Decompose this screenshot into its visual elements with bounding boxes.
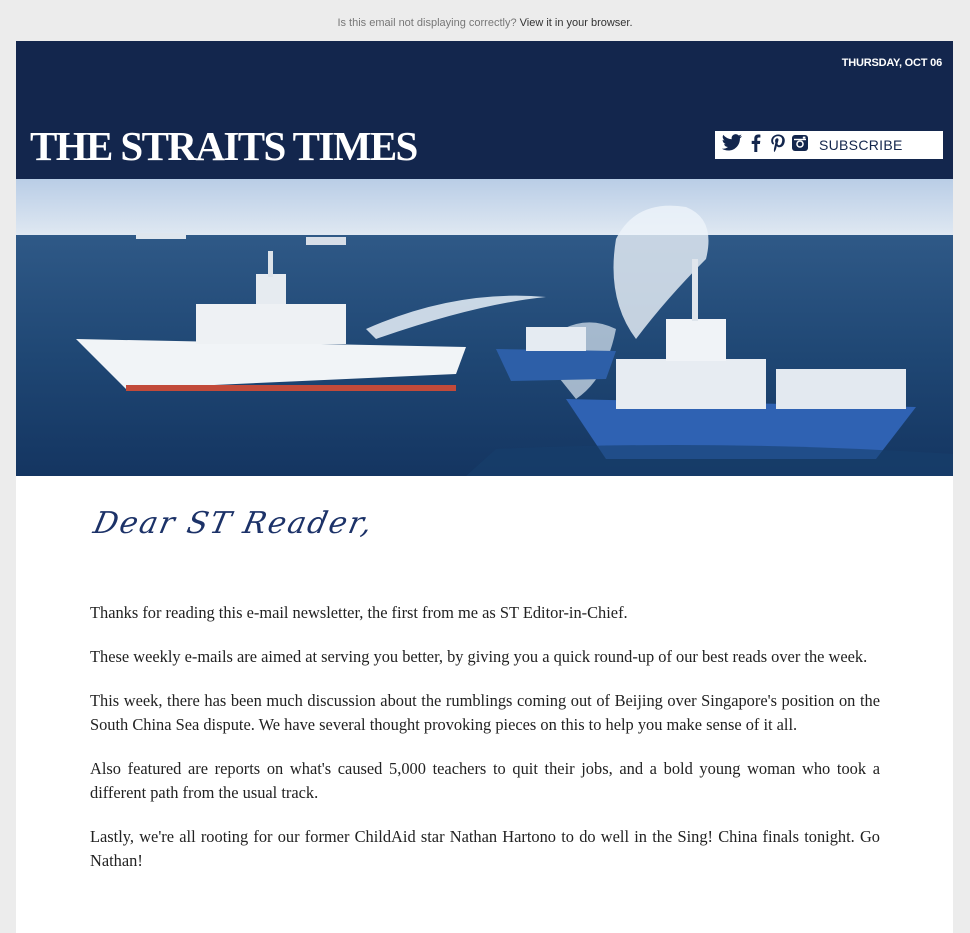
letter-paragraph: Thanks for reading this e-mail newsletter, the first from me as ST Editor-in-Chief. [90,603,628,622]
brand-logo[interactable]: THE STRAITS TIMES [30,123,417,169]
salutation: Dear ST Reader, [90,506,378,541]
subscribe-button[interactable]: SUBSCRIBE [819,137,903,153]
facebook-icon[interactable] [747,134,765,157]
browser-view-note [0,0,970,40]
browser-view-prefix: Is this email not displaying correctly? [337,17,517,29]
email-body [16,41,953,933]
letter-paragraph: Lastly, we're all rooting for our former ChildAid star Nathan Hartono to do well in the Sing! China finals tonight. Go Nathan! [90,827,880,870]
letter-body [90,601,880,893]
pinterest-icon[interactable] [769,134,787,157]
issue-date: THURSDAY, OCT 06 [841,57,942,69]
masthead [16,41,953,179]
social-bar [715,131,943,159]
twitter-icon[interactable] [721,134,743,157]
hero-image-ships-water-cannon [16,179,953,476]
letter-paragraph: This week, there has been much discussion about the rumblings coming out of Beijing over Singapore's position on the South China Sea dispute. We have several thought provoking pieces on this to help you make sense of it all. [90,691,880,734]
letter-paragraph: These weekly e-mails are aimed at serving you better, by giving you a quick round-up of our best reads over the week. [90,647,868,666]
instagram-icon[interactable] [791,134,809,157]
letter-paragraph: Also featured are reports on what's caused 5,000 teachers to quit their jobs, and a bold young woman who took a different path from the usual track. [90,759,880,802]
view-in-browser-link[interactable]: View it in your browser. [519,17,633,29]
